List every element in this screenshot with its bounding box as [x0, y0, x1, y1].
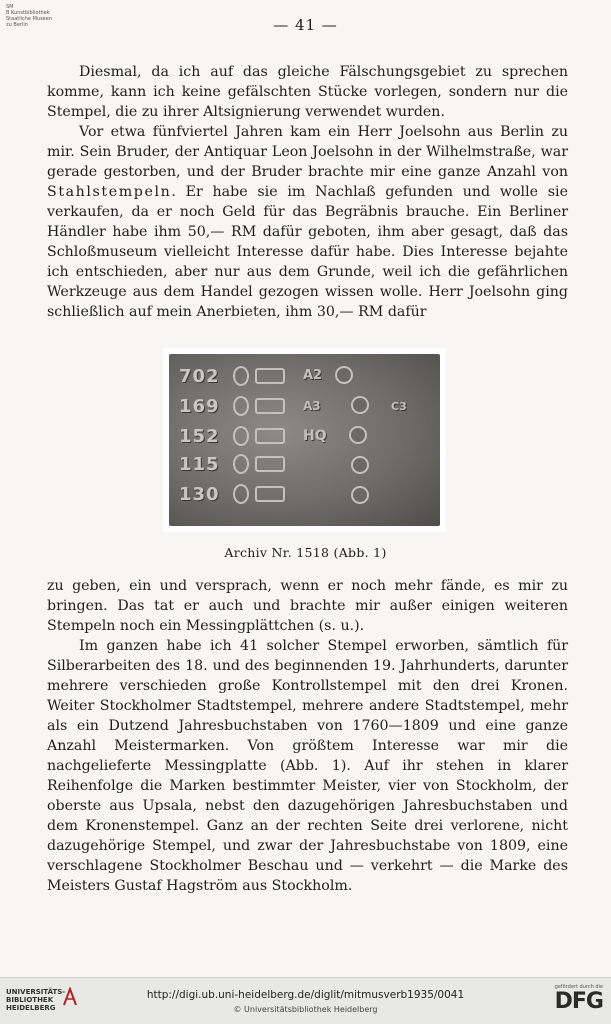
figure-brass-plate: [163, 348, 446, 532]
year-letter-mark: A2: [303, 368, 323, 383]
town-mark-icon: [233, 396, 249, 416]
paragraph: zu geben, ein und versprach, wenn er noch mehr fände, es mir zu bringen. Das tat er auch und brachte mir außer einigen weiteren Stempeln noch ein Messingplättchen (s. u.).: [47, 578, 568, 634]
stamp-line: zu Berlin: [6, 22, 28, 28]
stamp-line: B Kunstbibliothek: [6, 10, 50, 16]
text-block-bottom: [47, 576, 568, 896]
paragraph: Diesmal, da ich auf das gleiche Fälschungsgebiet zu sprechen komme, kann ich keine gefälschten Stücke vorlegen, sondern nur die Stempel, die zu ihrer Altsignierung verwendet wurden.: [47, 64, 568, 120]
university-library-logo[interactable]: UNIVERSITÄTS- BIBLIOTHEK HEIDELBERG: [6, 988, 66, 1012]
maker-mark-row: 152: [179, 426, 220, 447]
dfg-logo[interactable]: gefördert durch die DFG: [554, 984, 603, 1014]
town-mark-icon: [233, 454, 249, 474]
crown-mark-icon: [351, 486, 369, 504]
master-mark-icon: [255, 398, 285, 414]
town-mark-icon: [233, 426, 249, 446]
maker-mark-row: 130: [179, 484, 220, 505]
town-mark-icon: [233, 366, 249, 386]
copyright-note: © Universitätsbibliothek Heidelberg: [233, 1005, 378, 1014]
year-letter-mark: C3: [391, 400, 407, 413]
master-mark-icon: [255, 486, 285, 502]
paragraph: Vor etwa fünfviertel Jahren kam ein Herr Joelsohn aus Berlin zu mir. Sein Bruder, der Antiquar Leon Joelsohn in der Wilhelmstraße, war gerade gestorben, und der Bruder brachte mir eine ganze Anzahl von Stahlstempeln. Er habe sie im Nachlaß gefunden und wolle sie verkaufen, da er noch Geld für das Begräbnis brauche. Ein Berliner Händler habe ihm 50,— RM dafür geboten, ihm aber gesagt, daß das Schloßmuseum vielleicht Interesse dafür habe. Dies Interesse bejahte ich entschieden, aber nur aus dem Grunde, weil ich die gefährlichen Werkzeuge aus dem Handel gezogen wissen wolle. Herr Joelsohn ging schließlich auf mein Anerbieten, ihm 30,— RM dafür: [47, 124, 568, 320]
year-letter-mark: A3: [303, 399, 321, 413]
page-number: — 41 —: [273, 16, 338, 34]
crown-mark-icon: [351, 396, 369, 414]
paragraph: Im ganzen habe ich 41 solcher Stempel erworben, sämtlich für Silberarbeiten des 18. und des beginnenden 19. Jahrhunderts, darunter mehrere verschieden große Kontrollstempel mit den drei Kronen. Weiter Stockholmer Stadtstempel, mehrere andere Stadtstempel, mehr als ein Dutzend Jahresbuchstaben von 1760—1809 und eine ganze Anzahl Meistermarken. Von größtem Interesse war mir die nachgelieferte Messingplatte (Abb. 1). Auf ihr stehen in klarer Reihenfolge die Marken bestimmter Meister, vier von Stockholm, der oberste aus Upsala, nebst den dazugehörigen Jahresbuchstaben und dem Kronenstempel. Ganz an der rechten Seite drei verlorene, nicht dazugehörige Stempel, und zwar der Jahresbuchstabe von 1809, eine verschlagene Stockholmer Beschau und — verkehrt — die Marke des Meisters Gustaf Hagström aus Stockholm.: [47, 638, 568, 894]
maker-mark-row: 115: [179, 454, 220, 475]
master-mark-icon: [255, 456, 285, 472]
master-mark-icon: [255, 368, 285, 384]
maker-mark-row: 169: [179, 396, 220, 417]
maker-mark-row: 702: [179, 366, 220, 387]
permalink[interactable]: http://digi.ub.uni-heidelberg.de/diglit/mitmusverb1935/0041: [146, 989, 465, 1001]
master-mark-icon: [255, 428, 285, 444]
stamp-line: Staatliche Museen: [6, 16, 52, 22]
emphasized-word: Stahlstempeln: [47, 184, 172, 200]
stamp-line: SM: [6, 4, 14, 10]
crown-mark-icon: [351, 456, 369, 474]
town-mark-icon: [233, 484, 249, 504]
figure-caption: Archiv Nr. 1518 (Abb. 1): [224, 545, 387, 560]
crown-mark-icon: [349, 426, 367, 444]
footer-bar: [0, 977, 611, 1024]
crown-mark-icon: [335, 366, 353, 384]
year-letter-mark: HQ: [303, 428, 327, 444]
brass-plate-photo: [169, 354, 440, 526]
text-block-top: [47, 62, 568, 322]
